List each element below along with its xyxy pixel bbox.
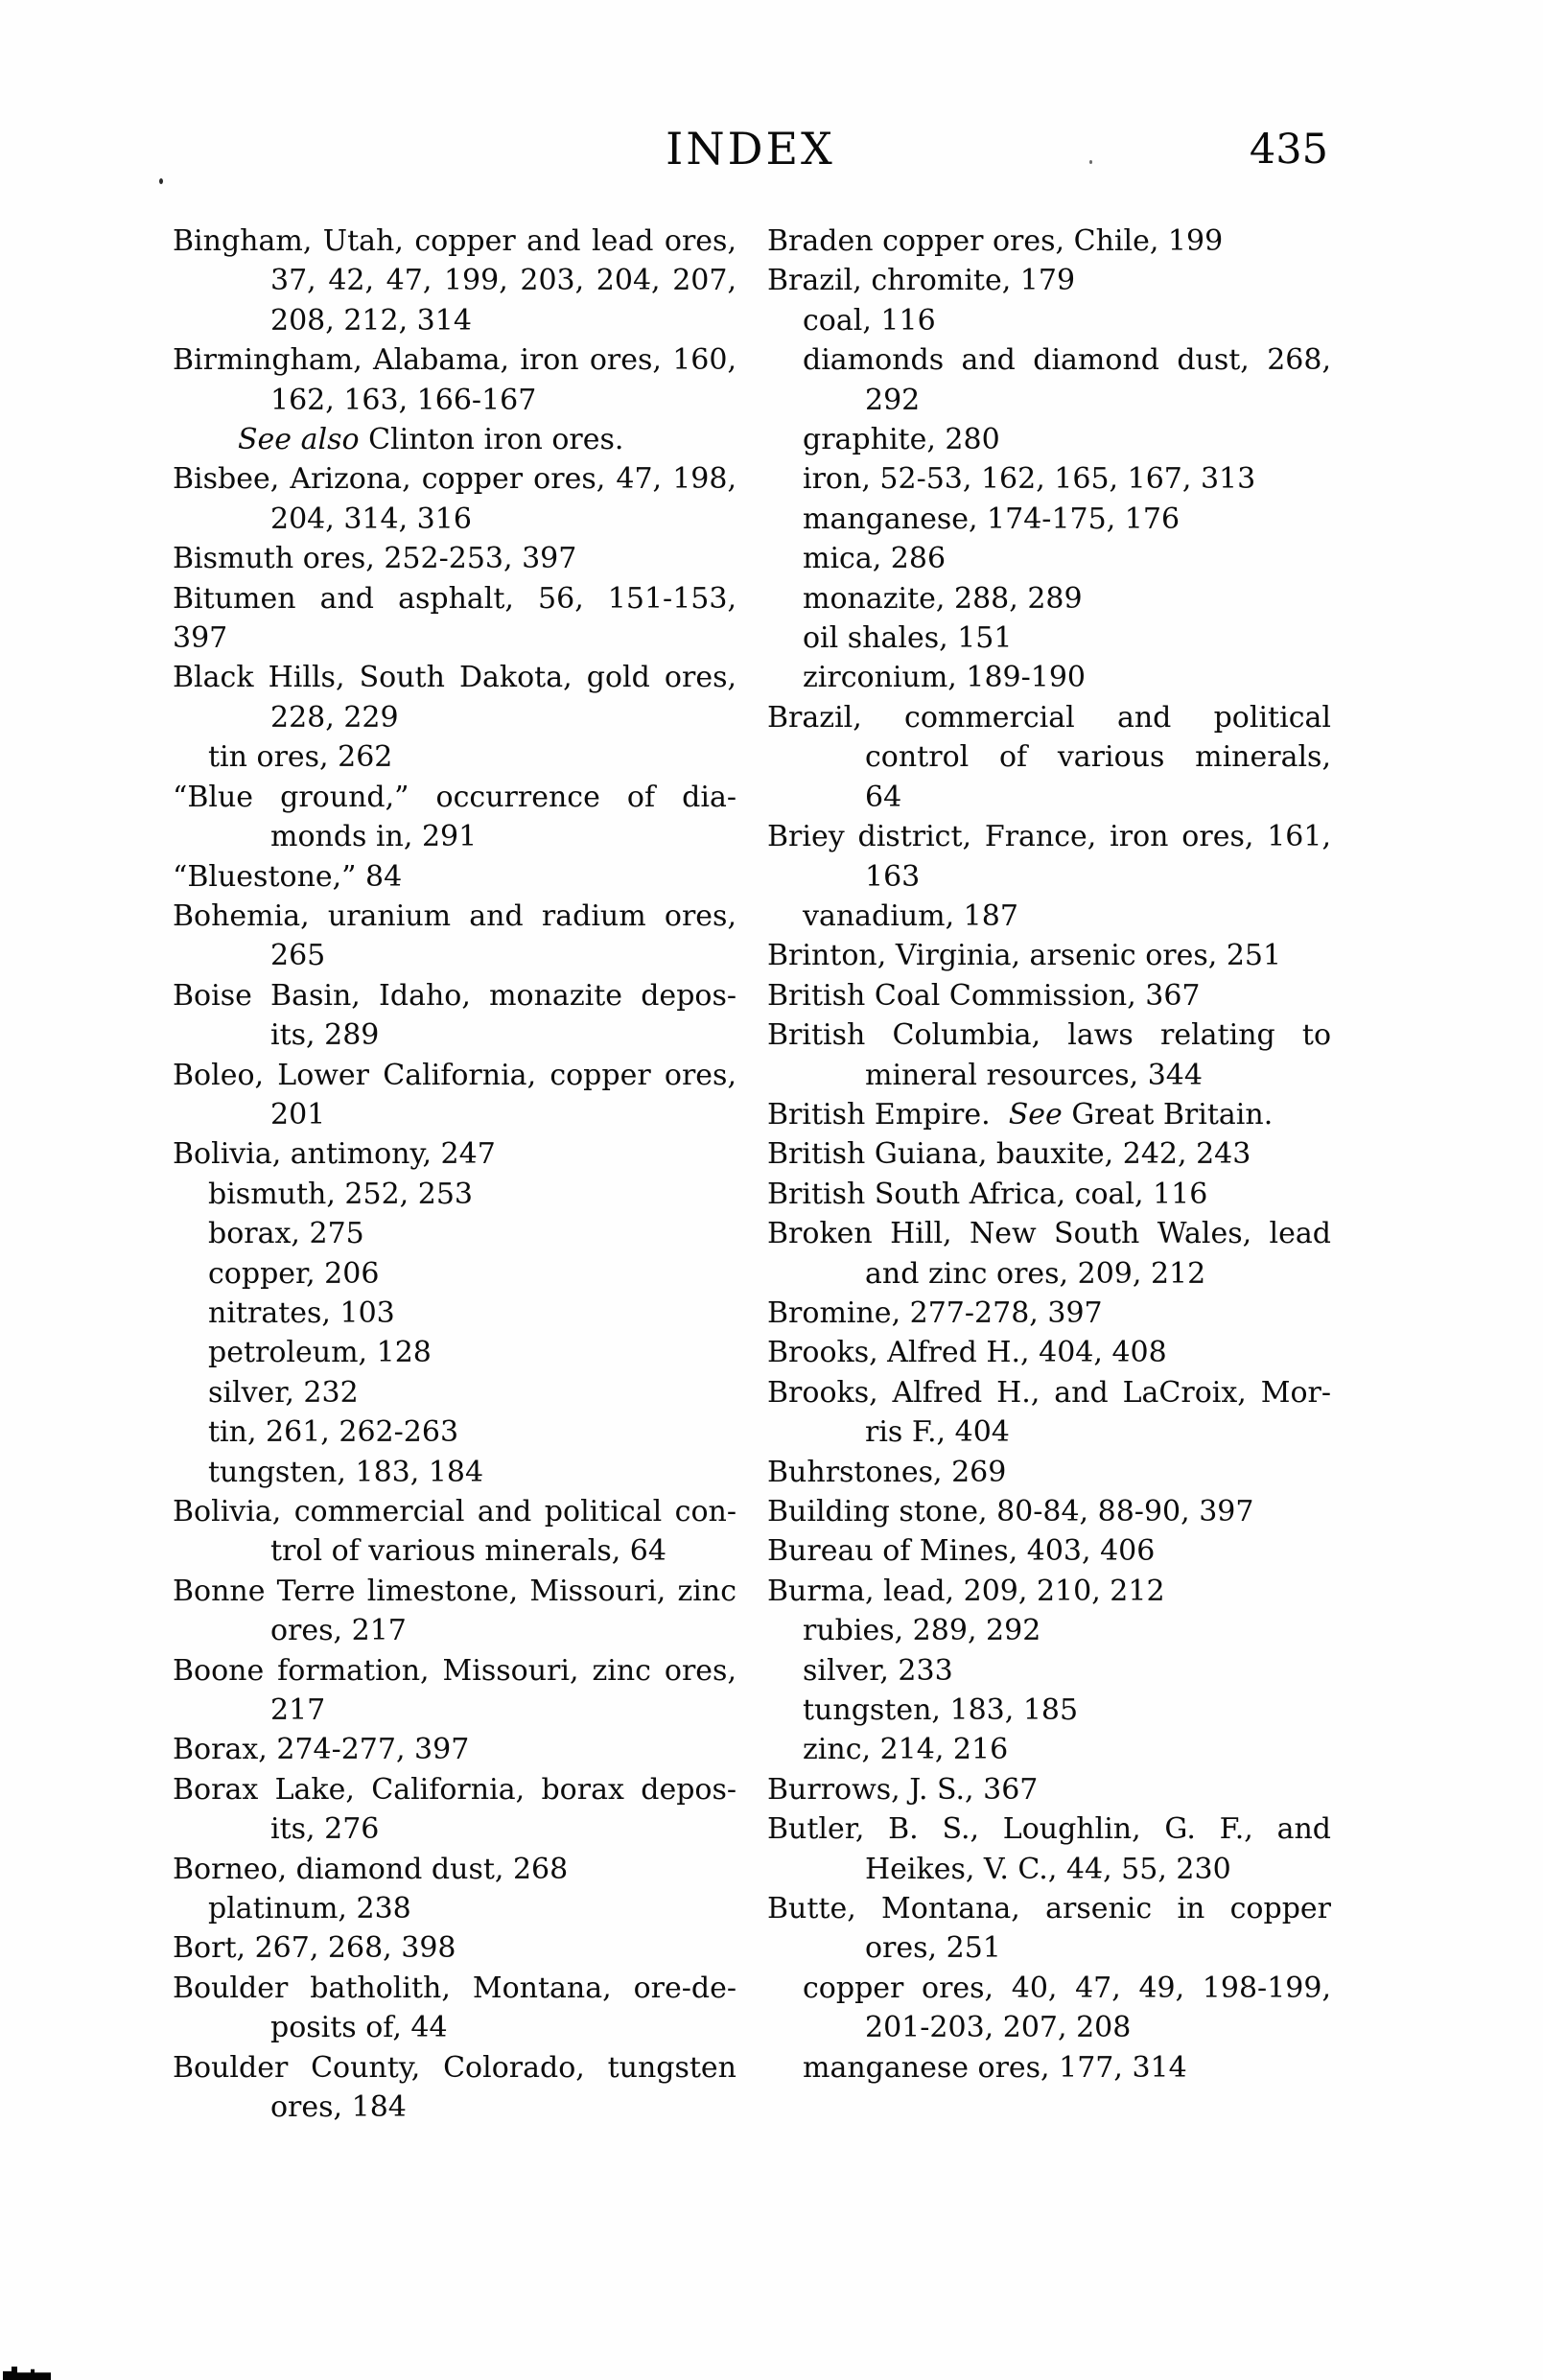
index-line: 64 (865, 780, 902, 814)
index-line: manganese ores, 177, 314 (803, 2050, 1187, 2085)
index-line: Black Hills, South Dakota, gold ores, (173, 661, 736, 695)
index-line: petroleum, 128 (208, 1336, 432, 1370)
index-line: 162, 163, 166-167 (270, 383, 537, 417)
index-line: tin ores, 262 (208, 740, 393, 775)
index-column-left (173, 222, 736, 2128)
index-line: tin, 261, 262-263 (208, 1415, 459, 1450)
index-line: Boulder batholith, Montana, ore-de- (173, 1971, 736, 2005)
index-line: Burma, lead, 209, 210, 212 (767, 1574, 1165, 1608)
index-line: rubies, 289, 292 (803, 1614, 1041, 1648)
index-line: diamonds and diamond dust, 268, (803, 343, 1331, 378)
index-line: posits of, 44 (270, 2011, 448, 2045)
index-line: zinc, 214, 216 (803, 1733, 1009, 1767)
index-line: ris F., 404 (865, 1415, 1010, 1450)
index-line: manganese, 174-175, 176 (803, 502, 1181, 536)
index-line: British Coal Commission, 367 (767, 978, 1201, 1013)
index-line: Building stone, 80-84, 88-90, 397 (767, 1495, 1254, 1528)
index-line: Bolivia, antimony, 247 (173, 1137, 496, 1172)
index-line: 37, 42, 47, 199, 203, 204, 207, (270, 264, 736, 298)
index-line: Borneo, diamond dust, 268 (173, 1852, 569, 1886)
index-line: Bromine, 277-278, 397 (767, 1295, 1103, 1330)
index-line: ores, 217 (270, 1614, 407, 1648)
index-line: borax, 275 (208, 1217, 364, 1251)
index-line: coal, 116 (803, 303, 936, 338)
page-number: 435 (1249, 126, 1328, 174)
index-line (173, 420, 736, 459)
index-line: Bitumen and asphalt, 56, 151-153, 397 (173, 581, 736, 656)
index-line: Boleo, Lower California, copper ores, (173, 1058, 736, 1092)
index-line: Briey district, France, iron ores, 161, (767, 820, 1331, 854)
page-header (173, 123, 1328, 180)
index-line: 208, 212, 314 (270, 303, 472, 338)
index-line: vanadium, 187 (803, 898, 1018, 933)
index-column-right (767, 222, 1331, 2088)
index-line: 217 (270, 1693, 326, 1728)
index-line: mica, 286 (803, 542, 947, 576)
index-line: Brooks, Alfred H., 404, 408 (767, 1336, 1167, 1370)
index-line: Boulder County, Colorado, tungsten (173, 2050, 736, 2085)
cross-reference-italic: See also (238, 423, 369, 457)
index-line: Boise Basin, Idaho, monazite depos- (173, 978, 736, 1013)
index-line: control of various minerals, (865, 740, 1331, 775)
scan-speck (1089, 160, 1092, 164)
index-line: bismuth, 252, 253 (208, 1177, 474, 1211)
index-line: 201 (270, 1097, 326, 1132)
page-title: INDEX (666, 123, 835, 175)
index-line: monds in, 291 (270, 820, 478, 854)
index-line: nitrates, 103 (208, 1295, 395, 1330)
index-line (767, 1095, 1331, 1134)
index-line: graphite, 280 (803, 423, 1000, 457)
index-line: tungsten, 183, 184 (208, 1455, 484, 1489)
index-line: Butler, B. S., Loughlin, G. F., and (767, 1812, 1331, 1847)
index-line: silver, 232 (208, 1375, 359, 1410)
index-line: Broken Hill, New South Wales, lead (767, 1217, 1331, 1251)
index-line: ores, 251 (865, 1931, 1001, 1966)
index-line: 292 (865, 383, 921, 417)
cross-reference-italic: See (1008, 1097, 1063, 1132)
scan-speck (159, 178, 163, 184)
index-line: 228, 229 (270, 700, 399, 735)
index-line: British South Africa, coal, 116 (767, 1177, 1208, 1211)
index-line: Braden copper ores, Chile, 199 (767, 224, 1224, 258)
index-line: 204, 314, 316 (270, 502, 472, 536)
index-line: zirconium, 189-190 (803, 661, 1087, 695)
index-line: British Columbia, laws relating to (767, 1018, 1331, 1053)
index-line: Borax Lake, California, borax depos- (173, 1772, 736, 1807)
index-line: silver, 233 (803, 1653, 953, 1688)
index-line: copper, 206 (208, 1256, 380, 1291)
index-line: Brooks, Alfred H., and LaCroix, Mor- (767, 1375, 1331, 1410)
index-line: copper ores, 40, 47, 49, 198-199, (803, 1971, 1331, 2005)
index-line: Bohemia, uranium and radium ores, (173, 898, 736, 933)
ink-blot-artifact (3, 2367, 51, 2380)
index-line: Butte, Montana, arsenic in copper (767, 1892, 1331, 1926)
index-line: Bolivia, commercial and political con- (173, 1495, 736, 1528)
index-line: British Guiana, bauxite, 242, 243 (767, 1137, 1251, 1172)
index-line: Brazil, commercial and political (767, 700, 1331, 735)
index-line: platinum, 238 (208, 1892, 411, 1926)
index-line: Borax, 274-277, 397 (173, 1733, 470, 1767)
index-line: Brazil, chromite, 179 (767, 264, 1076, 298)
index-line: oil shales, 151 (803, 621, 1013, 656)
index-line: Buhrstones, 269 (767, 1455, 1007, 1489)
index-line-text: Great Britain. (1062, 1097, 1274, 1132)
index-line-text: Clinton iron ores. (368, 423, 624, 457)
index-line: trol of various minerals, 64 (270, 1534, 666, 1569)
index-line: “Blue ground,” occurrence of dia- (173, 780, 736, 814)
index-line: its, 276 (270, 1812, 380, 1847)
index-line: Bonne Terre limestone, Missouri, zinc (173, 1574, 736, 1608)
index-line: “Bluestone,” 84 (173, 859, 403, 894)
index-line: Boone formation, Missouri, zinc ores, (173, 1653, 736, 1688)
index-line: Birmingham, Alabama, iron ores, 160, (173, 343, 736, 378)
index-line: tungsten, 183, 185 (803, 1693, 1079, 1728)
index-line: ores, 184 (270, 2090, 407, 2125)
index-line: Bureau of Mines, 403, 406 (767, 1534, 1156, 1569)
index-line: 265 (270, 939, 326, 973)
index-line: mineral resources, 344 (865, 1058, 1203, 1092)
index-line: Bort, 267, 268, 398 (173, 1931, 456, 1966)
index-line: Heikes, V. C., 44, 55, 230 (865, 1852, 1231, 1886)
index-line: monazite, 288, 289 (803, 581, 1083, 616)
index-line: 201-203, 207, 208 (865, 2011, 1132, 2045)
index-line: 163 (865, 859, 921, 894)
index-line: Bisbee, Arizona, copper ores, 47, 198, (173, 462, 736, 497)
index-line: Bingham, Utah, copper and lead ores, (173, 224, 736, 258)
index-line: Burrows, J. S., 367 (767, 1772, 1039, 1807)
index-line: and zinc ores, 209, 212 (865, 1256, 1206, 1291)
index-line: its, 289 (270, 1018, 380, 1053)
index-line: Bismuth ores, 252-253, 397 (173, 542, 577, 576)
index-line-text: British Empire. (767, 1097, 1009, 1132)
index-line: Brinton, Virginia, arsenic ores, 251 (767, 939, 1282, 973)
index-line: iron, 52-53, 162, 165, 167, 313 (803, 462, 1256, 497)
